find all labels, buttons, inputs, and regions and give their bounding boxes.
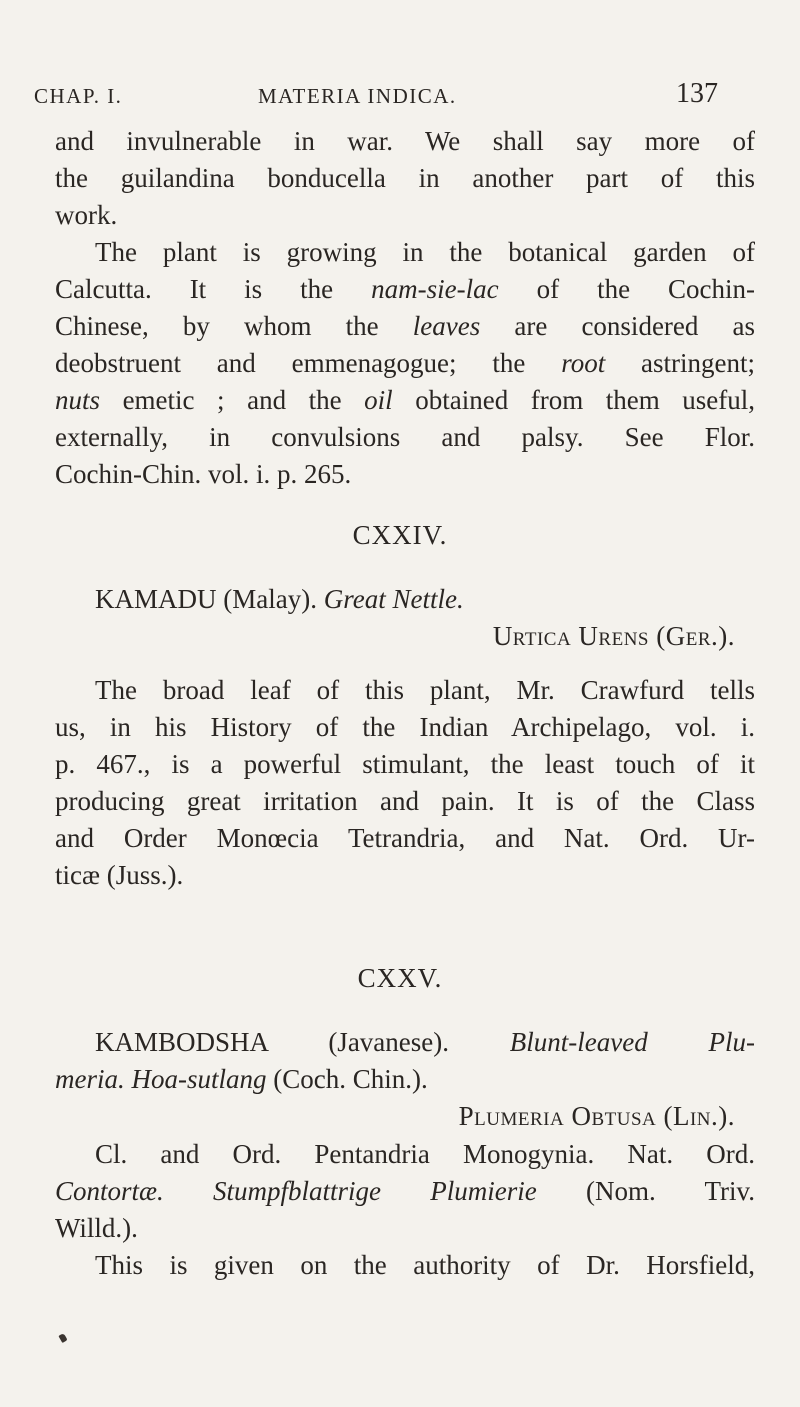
text-line: Calcutta. It is the nam-sie-lac of the Cochin-: [55, 274, 756, 304]
italic-term: Great Nettle.: [323, 584, 464, 614]
book-title: MATERIA INDICA.: [258, 84, 457, 108]
chapter-label: CHAP. I.: [34, 84, 123, 108]
latin-name: Urtica Urens (Ger.).: [492, 621, 735, 651]
page-number: 137: [676, 78, 718, 109]
section-body: [55, 1136, 755, 1284]
text-line: Willd.).: [55, 1213, 138, 1243]
paragraph-plant-description: [55, 234, 755, 493]
text-line: and Order Monœcia Tetrandria, and Nat. Ord. Ur-: [55, 823, 755, 853]
text-line: work.: [55, 200, 118, 230]
text-line: This is given on the authority of Dr. Horsfield,: [95, 1250, 755, 1280]
italic-term: nam-sie-lac: [371, 274, 499, 304]
italic-term: oil: [364, 385, 393, 415]
italic-term: Stumpfblattrige Plumierie: [213, 1176, 537, 1206]
text-line: Cochin-Chin. vol. i. p. 265.: [55, 459, 352, 489]
text-line: externally, in convulsions and palsy. See Flor.: [55, 422, 755, 452]
ink-speck: [58, 1333, 67, 1343]
text-line: the guilandina bonducella in another part of this: [55, 163, 755, 193]
text-line: The broad leaf of this plant, Mr. Crawfurd tells: [95, 675, 755, 705]
italic-term: Hoa-sutlang: [131, 1064, 267, 1094]
italic-term: meria.: [55, 1064, 125, 1094]
text-line: meria. Hoa-sutlang (Coch. Chin.).: [55, 1064, 428, 1094]
text-line: KAMADU (Malay). Great Nettle.: [95, 584, 464, 614]
text-line: Cl. and Ord. Pentandria Monogynia. Nat. Ord.: [95, 1139, 755, 1169]
text-line: producing great irritation and pain. It is of the Class: [55, 786, 755, 816]
section-numeral: CXXV.: [357, 963, 443, 993]
text-line: ticæ (Juss.).: [55, 860, 184, 890]
section-body: [55, 672, 755, 894]
text-line: Chinese, by whom the leaves are considered as: [55, 311, 756, 341]
italic-term: Blunt-leaved Plu-: [509, 1027, 755, 1057]
italic-term: leaves: [412, 311, 481, 341]
text-line: us, in his History of the Indian Archipelago, vol. i.: [55, 712, 755, 742]
latin-name: Plumeria Obtusa (Lin.).: [458, 1101, 735, 1131]
text-line: Contortæ. Stumpfblattrige Plumierie (Nom. Triv.: [55, 1176, 755, 1206]
section-title: [55, 1024, 755, 1135]
italic-term: Contortæ.: [55, 1176, 164, 1206]
section-title: [55, 581, 755, 655]
section-numeral: CXXIV.: [352, 520, 448, 550]
text-line: deobstruent and emmenagogue; the root astringent;: [55, 348, 756, 378]
italic-term: nuts: [55, 385, 101, 415]
text-line: and invulnerable in war. We shall say more of: [55, 126, 755, 156]
paragraph-continuation: [55, 123, 755, 234]
running-head: [34, 78, 718, 114]
text-line: The plant is growing in the botanical garden of: [95, 237, 755, 267]
text-line: KAMBODSHA (Javanese). Blunt-leaved Plu-: [95, 1027, 755, 1057]
text-line: nuts emetic ; and the oil obtained from them useful,: [55, 385, 756, 415]
italic-term: root: [561, 348, 606, 378]
text-line: p. 467., is a powerful stimulant, the least touch of it: [55, 749, 755, 779]
